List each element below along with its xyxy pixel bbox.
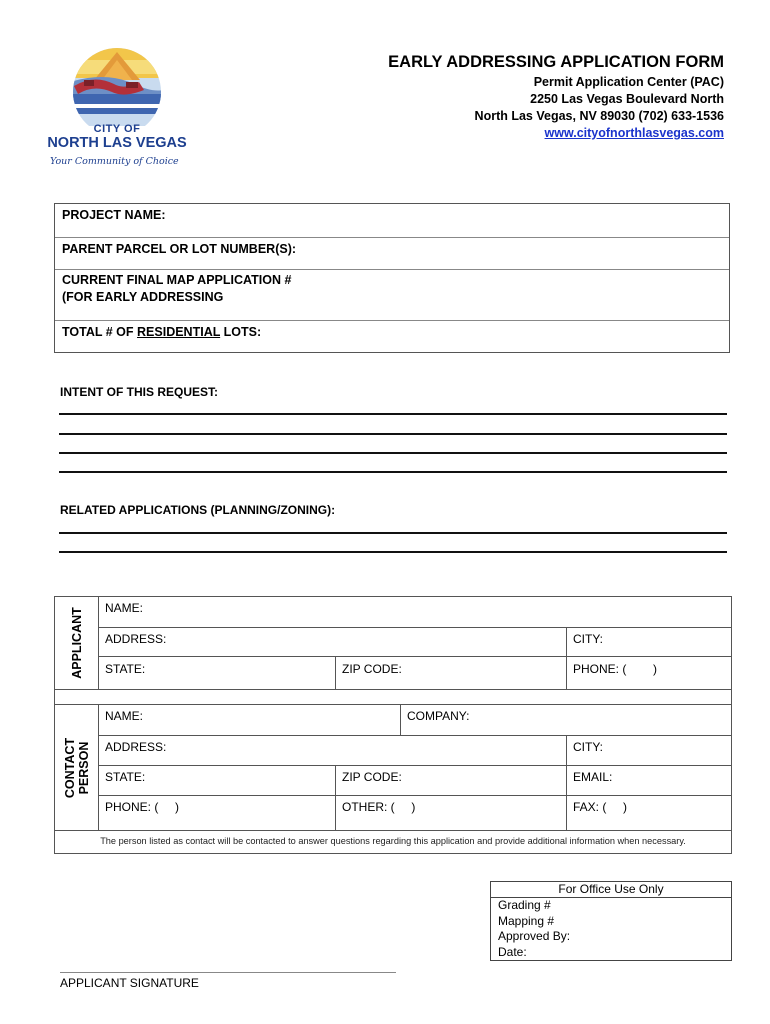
contact-email-field[interactable]: EMAIL: [573,770,613,784]
contact-fax-field[interactable]: FAX: ( ) [573,800,628,814]
parcel-number-field[interactable] [55,237,729,269]
final-map-label-2: (FOR EARLY ADDRESSING [62,290,224,304]
final-map-application-field[interactable] [55,269,729,320]
applicant-section [54,596,732,690]
contact-state-field[interactable]: STATE: [105,770,146,784]
office-name: Permit Application Center (PAC) [533,75,724,89]
contact-person-section [54,704,732,831]
grading-number-field[interactable]: Grading # [498,898,551,912]
intent-line-4[interactable] [59,471,727,473]
city-logo [44,40,190,170]
mapping-number-field[interactable]: Mapping # [498,913,555,928]
related-line-1[interactable] [59,532,727,534]
applicant-zip-field[interactable]: ZIP CODE: [342,662,402,676]
parcel-number-label: PARENT PARCEL OR LOT NUMBER(S): [62,242,297,256]
contact-note: The person listed as contact will be contacted to answer questions regarding this application and provide additional information when necessary. [54,830,732,854]
contact-phone-field[interactable]: PHONE: ( ) [105,800,180,814]
related-line-2[interactable] [59,551,727,553]
final-map-label-1: CURRENT FINAL MAP APPLICATION # [62,273,292,287]
applicant-address-field[interactable]: ADDRESS: [105,632,167,646]
residential-lots-label: TOTAL # OF RESIDENTIAL LOTS: [62,325,262,339]
applicant-city-field[interactable]: CITY: [573,632,604,646]
office-street: 2250 Las Vegas Boulevard North [530,92,724,106]
applicant-signature-label: APPLICANT SIGNATURE [60,976,199,990]
office-use-box [490,881,732,961]
contact-zip-field[interactable]: ZIP CODE: [342,770,402,784]
form-title: EARLY ADDRESSING APPLICATION FORM [388,53,724,71]
applicant-state-field[interactable]: STATE: [105,662,146,676]
related-applications-label: RELATED APPLICATIONS (PLANNING/ZONING): [60,503,336,517]
project-info-box [54,203,730,353]
form-header [388,52,724,142]
intent-line-2[interactable] [59,433,727,435]
applicant-name-field[interactable]: NAME: [105,601,144,615]
project-name-label: PROJECT NAME: [62,208,166,222]
logo-tagline: Your Community of Choice [50,156,179,167]
contact-address-field[interactable]: ADDRESS: [105,740,167,754]
office-use-title: For Office Use Only [491,882,731,898]
intent-line-1[interactable] [59,413,727,415]
logo-city-name: NORTH LAS VEGAS [47,135,187,151]
contact-company-field[interactable]: COMPANY: [407,709,470,723]
city-seal-icon [44,40,190,126]
date-field[interactable]: Date: [498,944,527,959]
contact-city-field[interactable]: CITY: [573,740,604,754]
signature-line[interactable] [60,972,396,973]
contact-name-field[interactable]: NAME: [105,709,144,723]
approved-by-field[interactable]: Approved By: [498,929,571,943]
project-name-field[interactable] [55,204,729,237]
logo-city-of: CITY OF [93,123,141,135]
applicant-phone-field[interactable]: PHONE: ( ) [573,662,658,676]
website-link[interactable]: www.cityofnorthlasvegas.com [544,126,724,140]
section-spacer [54,689,732,705]
office-city-phone: North Las Vegas, NV 89030 (702) 633-1536 [474,109,724,123]
applicant-side-label: APPLICANT [55,597,99,689]
residential-lots-field[interactable] [55,320,729,354]
contact-person-side-label: CONTACT PERSON [55,705,99,830]
contact-other-field[interactable]: OTHER: ( ) [342,800,416,814]
intent-line-3[interactable] [59,452,727,454]
intent-label: INTENT OF THIS REQUEST: [60,385,219,399]
